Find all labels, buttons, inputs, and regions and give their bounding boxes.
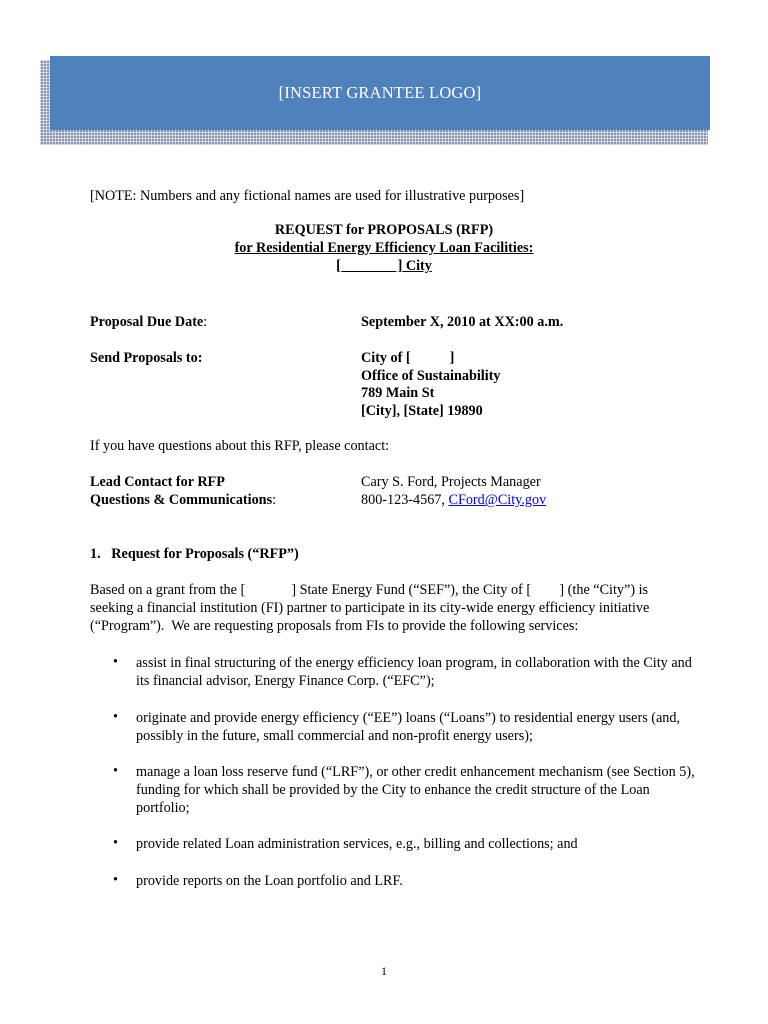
- contact-email-link[interactable]: CFord@City.gov: [448, 492, 547, 508]
- due-date-label-text: Proposal Due Date: [90, 314, 204, 330]
- bullet-symbol: •: [113, 835, 118, 851]
- list-item: originate and provide energy efficiency (“EE”) loans (“Loans”) to residential energy users (and, possibly in the future, small commercial and non-profit energy users);: [136, 710, 681, 744]
- contact-label-line1: Lead Contact for RFP: [90, 474, 225, 490]
- list-item: assist in final structuring of the energy efficiency loan program, in collaboration with the City and its financial advisor, Energy Finance Corp. (“EFC”);: [136, 655, 692, 689]
- list-item: provide reports on the Loan portfolio and LRF.: [136, 873, 403, 889]
- section-1-heading: 1. Request for Proposals (“RFP”): [90, 546, 299, 562]
- list-item: provide related Loan administration services, e.g., billing and collections; and: [136, 836, 578, 852]
- send-address-line: Office of Sustainability: [361, 368, 501, 384]
- due-date-value: September X, 2010 at XX:00 a.m.: [361, 314, 564, 330]
- contact-phone-email: [361, 492, 546, 509]
- questions-line: If you have questions about this RFP, please contact:: [90, 438, 390, 454]
- page-number: 1: [381, 964, 387, 978]
- send-address-line: [City], [State] 19890: [361, 403, 483, 419]
- section-1-paragraph: [90, 581, 690, 635]
- bullet-symbol: •: [113, 872, 118, 888]
- bullet-symbol: •: [113, 654, 118, 670]
- send-address-line: 789 Main St: [361, 385, 435, 401]
- due-date-colon: :: [203, 314, 208, 330]
- rfp-title: REQUEST for PROPOSALS (RFP): [274, 222, 494, 238]
- grantee-logo-banner: [50, 56, 710, 130]
- bullet-symbol: •: [113, 709, 118, 725]
- section-1-paragraph-text: Based on a grant from the [ ] State Energy Fund (“SEF”), the City of [ ] (the “City”) is seeking a financial institution (FI) partner to participate in its city-wide energy efficiency initiative (“Program”). We are requesting proposals from FIs to provide the following services:: [90, 582, 653, 634]
- contact-label-text: Questions & Communications: [90, 492, 273, 508]
- send-address-line: City of [ ]: [361, 350, 455, 366]
- contact-name: Cary S. Ford, Projects Manager: [361, 474, 541, 490]
- city-label: City: [402, 258, 432, 274]
- contact-label-colon: :: [272, 492, 277, 508]
- bullet-symbol: •: [113, 763, 118, 779]
- rfp-subtitle: [0, 240, 768, 257]
- send-proposals-label: Send Proposals to:: [90, 350, 203, 366]
- rfp-subtitle-text: for Residential Energy Efficiency Loan Facilities:: [234, 240, 534, 256]
- city-blank: [ ]: [336, 258, 403, 274]
- contact-phone: 800-123-4567,: [361, 492, 449, 508]
- illustrative-note: [NOTE: Numbers and any fictional names are used for illustrative purposes]: [90, 188, 525, 204]
- contact-label-line2: [90, 492, 276, 509]
- rfp-city-line: [0, 258, 768, 275]
- banner-text: [INSERT GRANTEE LOGO]: [278, 83, 482, 102]
- due-date-label: [90, 314, 207, 331]
- list-item: manage a loan loss reserve fund (“LRF”), or other credit enhancement mechanism (see Section 5), funding for which shall be provided by the City to enhance the credit structure of the Loan portfolio;: [136, 764, 695, 816]
